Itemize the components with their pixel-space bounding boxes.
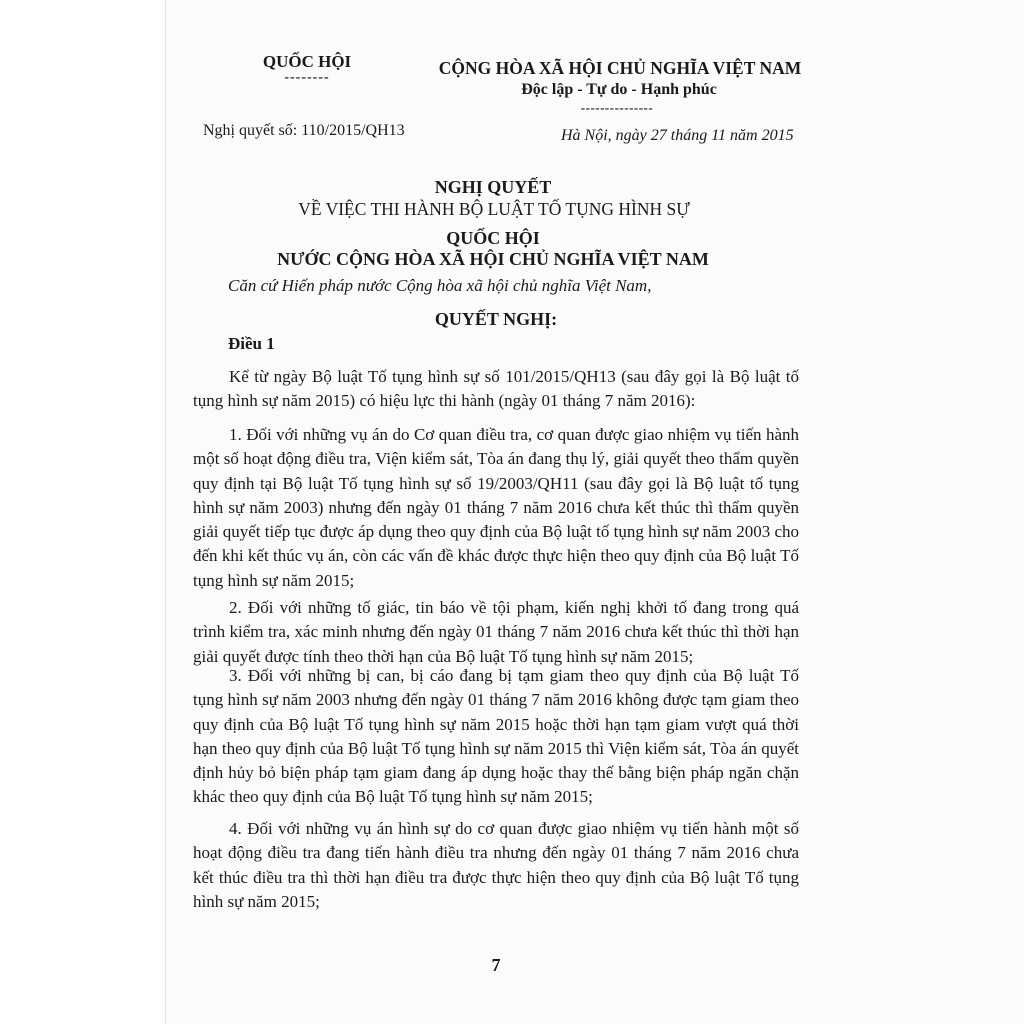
- place-and-date: Hà Nội, ngày 27 tháng 11 năm 2015: [561, 127, 794, 144]
- clause-2-paragraph: 2. Đối với những tố giác, tin báo về tội phạm, kiến nghị khởi tố đang trong quá trình kiểm tra, xác minh nhưng đến ngày 01 tháng 7 năm 2016 chưa kết thúc thì thời hạn giải quyết được tính theo thời hạn của Bộ luật Tố tụng hình sự năm 2015;: [193, 598, 799, 666]
- article-intro-paragraph: Kể từ ngày Bộ luật Tố tụng hình sự số 101/2015/QH13 (sau đây gọi là Bộ luật tố tụng hình sự năm 2015) có hiệu lực thi hành (ngày 01 tháng 7 năm 2016):: [193, 367, 799, 411]
- decision-heading: QUYẾT NGHỊ:: [434, 309, 558, 329]
- legal-basis: Căn cứ Hiến pháp nước Cộng hòa xã hội chủ nghĩa Việt Nam,: [228, 276, 652, 295]
- motto-divider: ---------------: [580, 100, 654, 115]
- national-name: CỘNG HÒA XÃ HỘI CHỦ NGHĨA VIỆT NAM: [438, 58, 802, 78]
- clause-4-paragraph: 4. Đối với những vụ án hình sự do cơ quan được giao nhiệm vụ tiến hành một số hoạt động điều tra đang tiến hành điều tra nhưng đến ngày 01 tháng 7 năm 2016 chưa kết thúc điều tra thì thời hạn điều tra được thực hiện theo quy định của Bộ luật Tố tụng hình sự năm 2015;: [193, 819, 799, 911]
- document-title: NGHỊ QUYẾT: [434, 177, 552, 197]
- issuing-authority: QUỐC HỘI: [262, 52, 352, 71]
- article-heading: Điều 1: [228, 334, 275, 353]
- clause-3-paragraph: 3. Đối với những bị can, bị cáo đang bị tạm giam theo quy định của Bộ luật Tố tụng hình sự năm 2003 nhưng đến ngày 01 tháng 7 năm 2016 không được tạm giam theo quy định của Bộ luật Tố tụng hình sự năm 2015 hoặc thời hạn tạm giam vượt quá thời hạn theo quy định của Bộ luật Tố tụng hình sự năm 2015 thì Viện kiểm sát, Tòa án quyết định hủy bỏ biện pháp tạm giam đang áp dụng hoặc thay thế bằng biện pháp ngăn chặn khác theo quy định của Bộ luật Tố tụng hình sự năm 2015;: [193, 666, 799, 807]
- document-subject: VỀ VIỆC THI HÀNH BỘ LUẬT TỐ TỤNG HÌNH SỰ: [298, 199, 690, 219]
- issuer-heading: QUỐC HỘI: [446, 228, 540, 248]
- clause-1-paragraph: 1. Đối với những vụ án do Cơ quan điều tra, cơ quan được giao nhiệm vụ tiến hành một số hoạt động điều tra, Viện kiểm sát, Tòa án đang thụ lý, giải quyết theo thẩm quyền quy định tại Bộ luật Tố tụng hình sự số 19/2003/QH11 (sau đây gọi là Bộ luật tố tụng hình sự năm 2003) nhưng đến ngày 01 tháng 7 năm 2016 chưa kết thúc thì thẩm quyền giải quyết tiếp tục được áp dụng theo quy định của Bộ luật tố tụng hình sự năm 2003 cho đến khi kết thúc vụ án, còn các vấn đề khác được thực hiện theo quy định của Bộ luật Tố tụng hình sự năm 2015;: [193, 425, 799, 590]
- page-number: 7: [491, 955, 501, 975]
- national-motto: Độc lập - Tự do - Hạnh phúc: [521, 81, 717, 98]
- resolution-number: Nghị quyết số: 110/2015/QH13: [203, 122, 405, 139]
- issuer-country-heading: NƯỚC CỘNG HÒA XÃ HỘI CHỦ NGHĨA VIỆT NAM: [277, 249, 709, 269]
- authority-divider: --------: [284, 70, 330, 85]
